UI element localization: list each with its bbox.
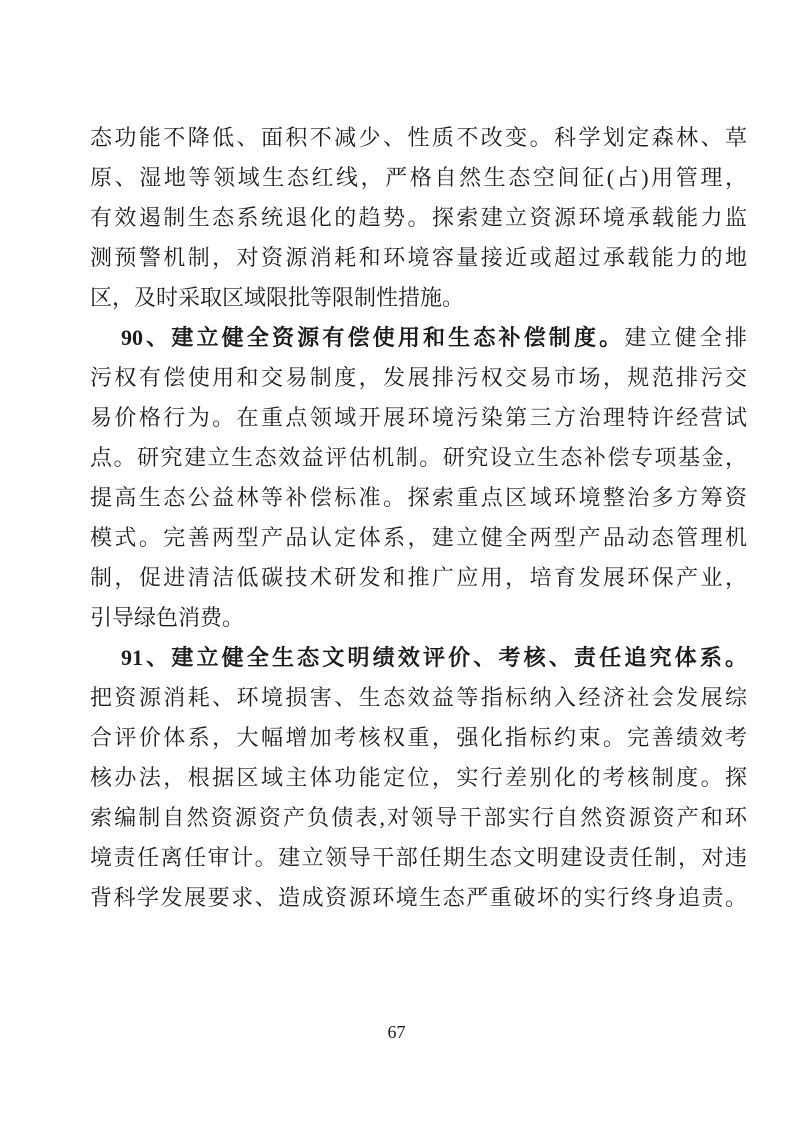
text-line: 索编制自然资源资产负债表,对领导干部实行自然资源资产和环 [90, 805, 747, 830]
text-line: 境责任离任审计。建立领导干部任期生态文明建设责任制，对违 [90, 845, 747, 870]
text-line [90, 318, 747, 358]
page-number: 67 [387, 1022, 406, 1042]
text-line: 区，及时采取区域限批等限制性措施。 [90, 285, 465, 310]
text-line: 核办法，根据区域主体功能定位，实行差别化的考核制度。探 [90, 765, 747, 790]
text-line: 测预警机制，对资源消耗和环境容量接近或超过承载能力的地 [90, 245, 747, 270]
item-90-heading-tail: 建立健全排 [624, 325, 747, 350]
text-line [90, 638, 747, 678]
text-line: 原、湿地等领域生态红线，严格自然生态空间征(占)用管理， [90, 165, 747, 190]
text-line: 态功能不降低、面积不减少、性质不改变。科学划定森林、草 [90, 125, 747, 150]
text-line: 制，促进清洁低碳技术研发和推广应用，培育发展环保产业， [90, 565, 747, 590]
text-line: 把资源消耗、环境损害、生态效益等指标纳入经济社会发展综 [90, 685, 747, 710]
document-body [90, 118, 747, 918]
text-line: 污权有偿使用和交易制度，发展排污权交易市场，规范排污交 [90, 365, 747, 390]
text-line: 背科学发展要求、造成资源环境生态严重破坏的实行终身追责。 [90, 885, 747, 910]
item-91-heading: 91、建立健全生态文明绩效评价、考核、责任追究体系。 [121, 645, 747, 670]
paragraph-item-91 [90, 638, 747, 918]
item-90-heading: 90、建立健全资源有偿使用和生态补偿制度。 [121, 325, 625, 350]
text-line: 易价格行为。在重点领域开展环境污染第三方治理特许经营试 [90, 405, 747, 430]
text-line: 合评价体系，大幅增加考核权重，强化指标约束。完善绩效考 [90, 725, 747, 750]
text-line: 引导绿色消费。 [90, 605, 245, 630]
text-line: 有效遏制生态系统退化的趋势。探索建立资源环境承载能力监 [90, 205, 747, 230]
text-line: 点。研究建立生态效益评估机制。研究设立生态补偿专项基金， [90, 445, 747, 470]
paragraph-intro [90, 118, 747, 318]
paragraph-item-90 [90, 318, 747, 638]
text-line: 模式。完善两型产品认定体系，建立健全两型产品动态管理机 [90, 525, 747, 550]
text-line: 提高生态公益林等补偿标准。探索重点区域环境整治多方筹资 [90, 485, 747, 510]
